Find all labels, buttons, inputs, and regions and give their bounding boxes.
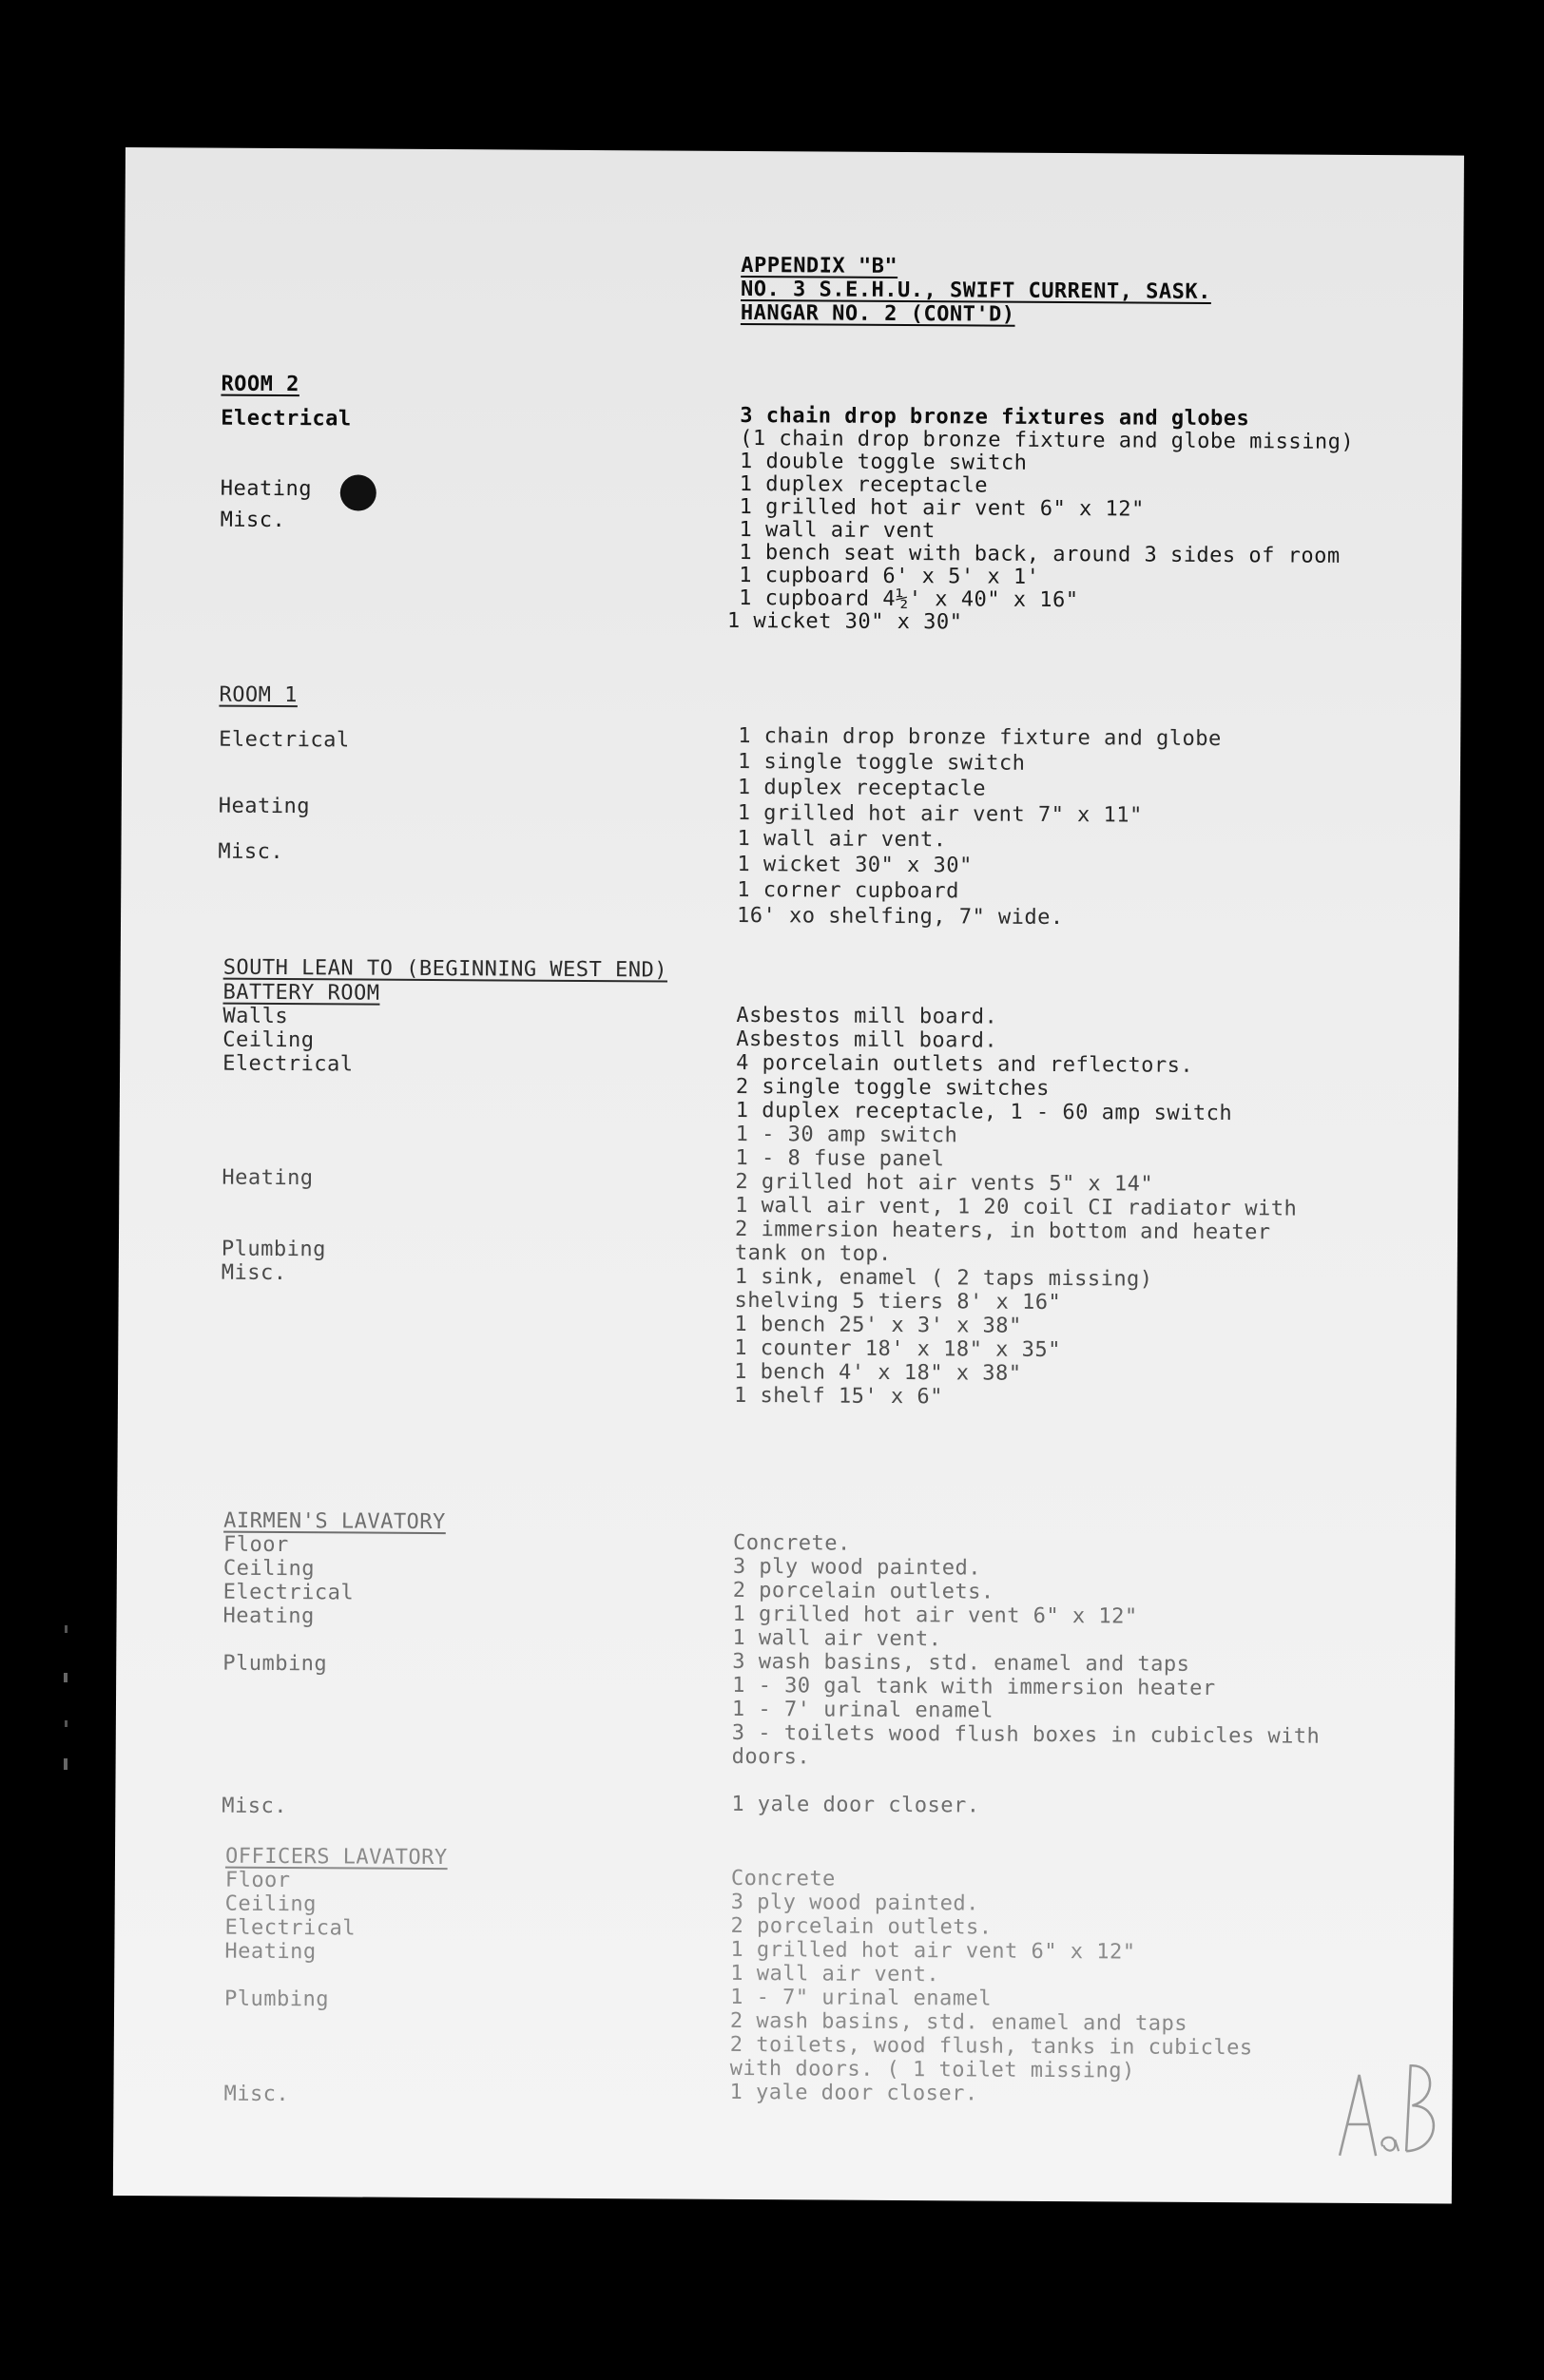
room2-item: 1 cupboard 4½' x 40" x 16" xyxy=(739,585,1079,613)
airmens-item: 1 - 30 gal tank with immersion heater xyxy=(732,1673,1216,1701)
airmens-item: doors. xyxy=(731,1744,811,1770)
officers-item: 2 wash basins, std. enamel and taps xyxy=(729,2008,1188,2036)
officers-item: 2 toilets, wood flush, tanks in cubicles xyxy=(729,2032,1253,2061)
battery-item: 1 wall air vent, 1 20 coil CI radiator with xyxy=(735,1193,1298,1221)
battery-item: 1 - 8 fuse panel xyxy=(735,1145,945,1172)
battery-item: 4 porcelain outlets and reflectors. xyxy=(736,1050,1194,1078)
battery-item: shelving 5 tiers 8' x 16" xyxy=(734,1288,1062,1315)
airmens-item: 3 - toilets wood flush boxes in cubicles with xyxy=(731,1720,1321,1749)
battery-item: tank on top. xyxy=(734,1240,892,1266)
handwritten-initials-mark xyxy=(1330,2056,1455,2171)
airmens-item: 3 ply wood painted. xyxy=(732,1554,982,1581)
officers-item: 1 grilled hot air vent 6" x 12" xyxy=(730,1937,1136,1965)
room2-item: 1 wicket 30" x 30" xyxy=(726,608,963,635)
officers-item: 1 wall air vent. xyxy=(730,1961,940,1987)
battery-item: 2 grilled hot air vents 5" x 14" xyxy=(735,1169,1154,1197)
room1-item: 1 single toggle switch xyxy=(737,749,1026,776)
battery-room-title: BATTERY ROOM xyxy=(222,980,380,1006)
battery-item: 2 immersion heaters, in bottom and heater xyxy=(734,1217,1271,1245)
officers-item: 1 yale door closer. xyxy=(729,2080,978,2106)
room2-misc-label: Misc. xyxy=(220,508,286,533)
airmens-ceiling-label: Ceiling xyxy=(222,1556,316,1582)
officers-lavatory-title: OFFICERS LAVATORY xyxy=(224,1844,448,1871)
airmens-heating-label: Heating xyxy=(222,1603,315,1629)
airmens-item: 1 wall air vent. xyxy=(732,1625,942,1652)
officers-misc-label: Misc. xyxy=(223,2082,290,2107)
battery-item: 1 sink, enamel ( 2 taps missing) xyxy=(734,1264,1153,1292)
airmens-item: 2 porcelain outlets. xyxy=(732,1578,994,1604)
room2-title: ROOM 2 xyxy=(221,372,300,397)
battery-item: 1 duplex receptacle, 1 - 60 amp switch xyxy=(735,1098,1233,1126)
battery-item: Asbestos mill board. xyxy=(736,1003,998,1029)
room2-item: 1 duplex receptacle xyxy=(739,471,989,498)
officers-heating-label: Heating xyxy=(224,1939,317,1965)
airmens-item: 3 wash basins, std. enamel and taps xyxy=(732,1649,1190,1677)
battery-item: 2 single toggle switches xyxy=(735,1074,1050,1101)
room1-misc-label: Misc. xyxy=(218,839,284,865)
room1-electrical-label: Electrical xyxy=(219,727,350,753)
officers-item: Concrete xyxy=(730,1866,836,1891)
room1-item: 16' xo shelfing, 7" wide. xyxy=(736,903,1064,931)
room2-item: 3 chain drop bronze fixtures and globes xyxy=(740,403,1250,432)
battery-plumbing-label: Plumbing xyxy=(221,1237,326,1262)
room2-item: 1 cupboard 6' x 5' x 1' xyxy=(739,563,1040,589)
appendix-title: APPENDIX "B" xyxy=(741,253,898,278)
document-header xyxy=(125,147,1464,327)
airmens-item: 1 yale door closer. xyxy=(731,1792,980,1818)
document-page xyxy=(113,147,1464,2204)
battery-walls-label: Walls xyxy=(222,1004,289,1029)
room2-item: (1 chain drop bronze fixture and globe missing) xyxy=(740,426,1355,454)
officers-item: 2 porcelain outlets. xyxy=(730,1913,993,1940)
unit-location: NO. 3 S.E.H.U., SWIFT CURRENT, SASK. xyxy=(741,277,1211,304)
room1-title: ROOM 1 xyxy=(219,682,299,708)
room2-item: 1 grilled hot air vent 6" x 12" xyxy=(739,494,1145,522)
south-lean-to-title: SOUTH LEAN TO (BEGINNING WEST END) xyxy=(222,955,668,983)
battery-item: 1 bench 4' x 18" x 38" xyxy=(734,1359,1022,1386)
battery-item: 1 shelf 15' x 6" xyxy=(733,1383,943,1410)
room1-item: 1 corner cupboard xyxy=(737,877,959,904)
room2-heating-label: Heating xyxy=(220,476,313,502)
airmens-item: 1 - 7' urinal enamel xyxy=(731,1697,994,1723)
battery-electrical-label: Electrical xyxy=(222,1051,354,1077)
airmens-lavatory-title: AIRMEN'S LAVATORY xyxy=(223,1508,446,1535)
room1-heating-label: Heating xyxy=(218,794,311,819)
room1-item: 1 duplex receptacle xyxy=(737,775,987,801)
airmens-plumbing-label: Plumbing xyxy=(222,1651,328,1677)
room1-item: 1 chain drop bronze fixture and globe xyxy=(738,723,1222,752)
officers-floor-label: Floor xyxy=(224,1868,291,1893)
room1-item: 1 wall air vent. xyxy=(737,826,947,853)
hangar-title: HANGAR NO. 2 (CONT'D) xyxy=(740,300,1015,327)
airmens-item: Concrete. xyxy=(732,1530,851,1556)
room1-item: 1 grilled hot air vent 7" x 11" xyxy=(737,800,1143,828)
officers-item: with doors. ( 1 toilet missing) xyxy=(729,2056,1135,2083)
airmens-electrical-label: Electrical xyxy=(222,1580,355,1605)
battery-ceiling-label: Ceiling xyxy=(222,1027,315,1053)
room2-item: 1 bench seat with back, around 3 sides of room xyxy=(739,540,1341,568)
room2-item: 1 double toggle switch xyxy=(739,449,1028,475)
room2-item: 1 wall air vent xyxy=(739,517,936,544)
airmens-item: 1 grilled hot air vent 6" x 12" xyxy=(732,1602,1138,1629)
battery-item: 1 - 30 amp switch xyxy=(735,1122,958,1148)
officers-electrical-label: Electrical xyxy=(224,1915,357,1941)
room1-item: 1 wicket 30" x 30" xyxy=(737,852,973,878)
room2-electrical-label: Electrical xyxy=(221,406,352,432)
battery-item: 1 bench 25' x 3' x 38" xyxy=(734,1312,1022,1338)
officers-item: 1 - 7" urinal enamel xyxy=(730,1985,993,2011)
battery-heating-label: Heating xyxy=(222,1165,314,1191)
punch-hole xyxy=(340,474,376,510)
battery-item: 1 counter 18' x 18" x 35" xyxy=(734,1335,1062,1363)
officers-plumbing-label: Plumbing xyxy=(224,1987,330,2012)
airmens-floor-label: Floor xyxy=(222,1532,289,1558)
officers-ceiling-label: Ceiling xyxy=(224,1891,318,1917)
scan-edge-marks xyxy=(59,1616,74,1806)
battery-item: Asbestos mill board. xyxy=(736,1027,998,1053)
officers-item: 3 ply wood painted. xyxy=(730,1890,979,1916)
airmens-misc-label: Misc. xyxy=(222,1794,288,1819)
battery-misc-label: Misc. xyxy=(221,1260,287,1286)
